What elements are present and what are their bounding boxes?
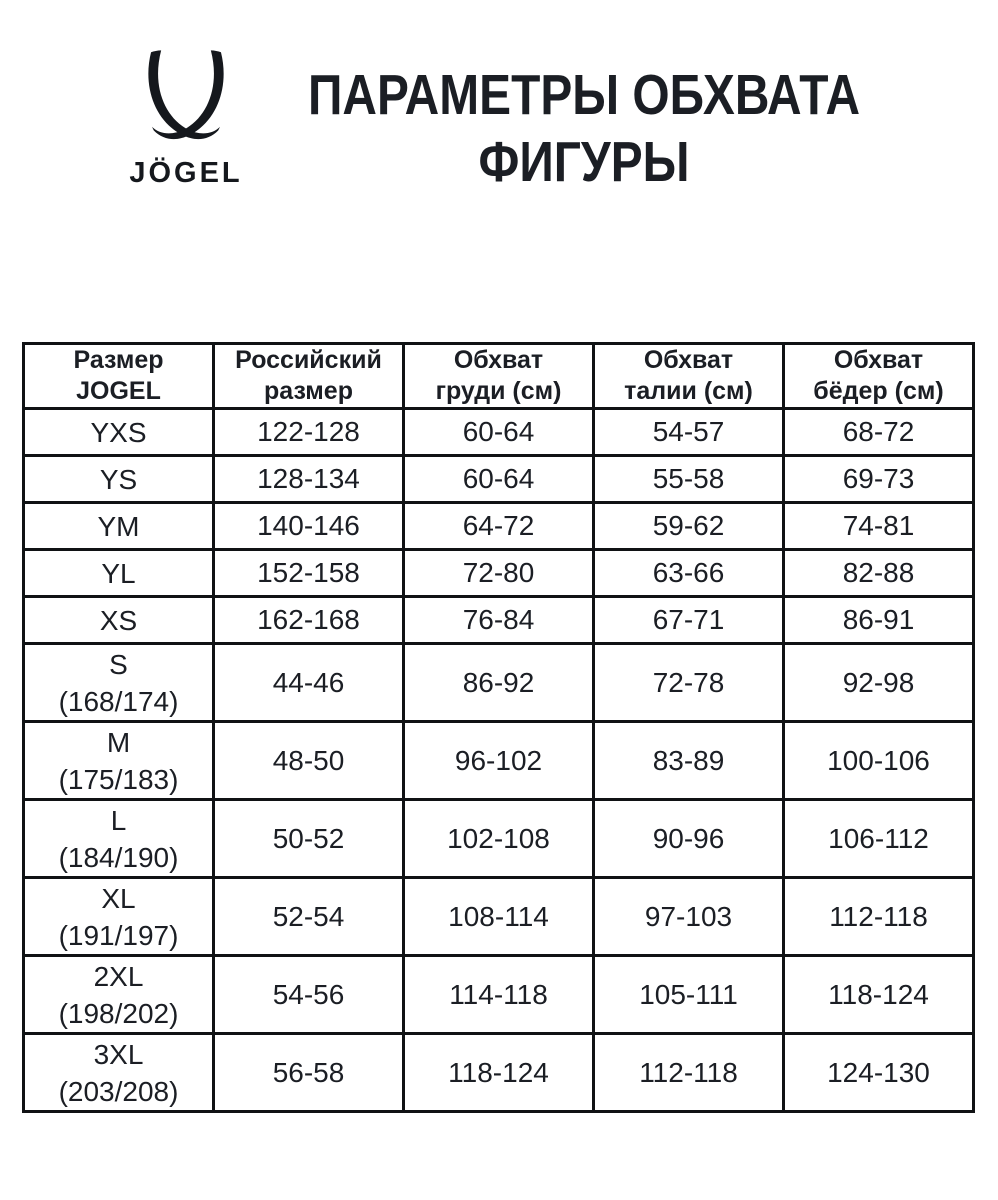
cell-chest: 108-114 [404, 878, 594, 956]
cell-size-note: (203/208) [58, 1075, 179, 1107]
cell-russian-size: 50-52 [214, 800, 404, 878]
cell-hips: 68-72 [784, 409, 974, 456]
cell-waist: 54-57 [594, 409, 784, 456]
page-title [287, 62, 882, 196]
cell-hips: 74-81 [784, 503, 974, 550]
cell-chest: 114-118 [404, 956, 594, 1034]
cell-waist: 72-78 [594, 644, 784, 722]
cell-waist: 59-62 [594, 503, 784, 550]
col-header-hips: Обхват бёдер (см) [784, 344, 974, 409]
cell-size: 2XL (198/202) [24, 956, 214, 1034]
cell-size: L (184/190) [24, 800, 214, 878]
cell-russian-size: 48-50 [214, 722, 404, 800]
cell-chest: 60-64 [404, 456, 594, 503]
cell-size: M (175/183) [24, 722, 214, 800]
cell-chest: 76-84 [404, 597, 594, 644]
table-row [24, 597, 974, 644]
table-row [24, 644, 974, 722]
cell-chest: 60-64 [404, 409, 594, 456]
size-table [22, 342, 975, 1113]
cell-hips: 118-124 [784, 956, 974, 1034]
brand-wordmark: JÖGEL [129, 157, 243, 189]
cell-hips: 86-91 [784, 597, 974, 644]
cell-russian-size: 152-158 [214, 550, 404, 597]
cell-chest: 72-80 [404, 550, 594, 597]
cell-size: YM [24, 503, 214, 550]
cell-russian-size: 54-56 [214, 956, 404, 1034]
title-line-2: ФИГУРЫ [478, 130, 690, 194]
col-header-waist: Обхват талии (см) [594, 344, 784, 409]
cell-size-note: (168/174) [58, 685, 179, 717]
cell-russian-size: 56-58 [214, 1034, 404, 1112]
cell-hips: 112-118 [784, 878, 974, 956]
table-row [24, 722, 974, 800]
title-line-1: ПАРАМЕТРЫ ОБХВАТА [307, 63, 861, 127]
jogel-emblem-icon [140, 50, 232, 152]
table-row [24, 1034, 974, 1112]
cell-waist: 55-58 [594, 456, 784, 503]
cell-russian-size: 44-46 [214, 644, 404, 722]
cell-hips: 124-130 [784, 1034, 974, 1112]
table-row [24, 878, 974, 956]
cell-chest: 118-124 [404, 1034, 594, 1112]
table-row [24, 550, 974, 597]
cell-hips: 106-112 [784, 800, 974, 878]
cell-size: XS [24, 597, 214, 644]
cell-size-note: (175/183) [58, 763, 179, 795]
cell-size: S (168/174) [24, 644, 214, 722]
cell-russian-size: 140-146 [214, 503, 404, 550]
table-row [24, 956, 974, 1034]
table-row [24, 456, 974, 503]
table-row [24, 800, 974, 878]
cell-russian-size: 162-168 [214, 597, 404, 644]
cell-chest: 102-108 [404, 800, 594, 878]
cell-size-note: (198/202) [58, 997, 179, 1029]
cell-hips: 92-98 [784, 644, 974, 722]
cell-russian-size: 122-128 [214, 409, 404, 456]
cell-waist: 83-89 [594, 722, 784, 800]
cell-waist: 112-118 [594, 1034, 784, 1112]
cell-size-note: (184/190) [58, 841, 179, 873]
cell-waist: 63-66 [594, 550, 784, 597]
header-row [24, 344, 974, 409]
cell-waist: 67-71 [594, 597, 784, 644]
cell-chest: 64-72 [404, 503, 594, 550]
cell-chest: 86-92 [404, 644, 594, 722]
table-row [24, 503, 974, 550]
cell-russian-size: 52-54 [214, 878, 404, 956]
cell-waist: 105-111 [594, 956, 784, 1034]
cell-size-note: (191/197) [58, 919, 179, 951]
cell-size: YL [24, 550, 214, 597]
brand-logo [116, 50, 256, 190]
cell-waist: 90-96 [594, 800, 784, 878]
cell-waist: 97-103 [594, 878, 784, 956]
cell-chest: 96-102 [404, 722, 594, 800]
cell-size: YS [24, 456, 214, 503]
cell-size: XL (191/197) [24, 878, 214, 956]
cell-russian-size: 128-134 [214, 456, 404, 503]
col-header-chest: Обхват груди (см) [404, 344, 594, 409]
cell-hips: 69-73 [784, 456, 974, 503]
cell-size: YXS [24, 409, 214, 456]
cell-size: 3XL (203/208) [24, 1034, 214, 1112]
col-header-russian-size: Российский размер [214, 344, 404, 409]
cell-hips: 82-88 [784, 550, 974, 597]
table-row [24, 409, 974, 456]
col-header-size: Размер JOGEL [24, 344, 214, 409]
cell-hips: 100-106 [784, 722, 974, 800]
